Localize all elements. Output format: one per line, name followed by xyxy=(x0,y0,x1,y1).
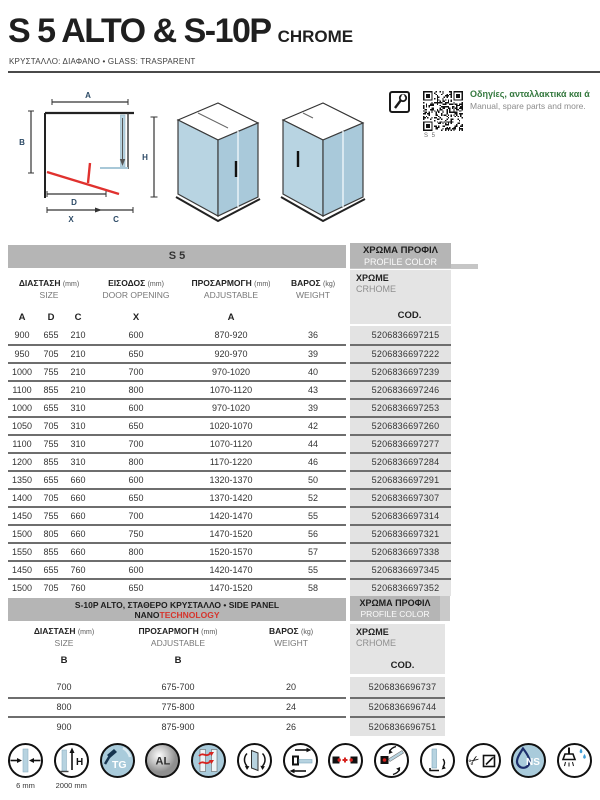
table-cell: 705 xyxy=(43,349,59,359)
table-cell: 760 xyxy=(70,583,86,593)
table-cell: 1450 xyxy=(11,511,33,521)
table-cell: 1000 xyxy=(11,403,33,413)
table-cell: 760 xyxy=(70,565,86,575)
table-cell: 855 xyxy=(43,547,59,557)
chrome-label-gr: ΧΡΩΜΕ xyxy=(356,273,389,283)
table-cell: 40 xyxy=(307,367,318,377)
profile-color-gr-2: ΧΡΩΜΑ ΠΡΟΦΙΛ xyxy=(359,598,431,608)
profile-color-header-2 xyxy=(350,596,440,621)
table-cell: 1520-1570 xyxy=(209,547,253,557)
table-cell: 705 xyxy=(43,421,59,431)
table-row xyxy=(8,524,451,542)
column-header-size: ΔΙΑΣΤΑΣΗ (mm) SIZE xyxy=(18,278,80,300)
glass-height-icon xyxy=(49,742,94,790)
table-cell: 700 xyxy=(128,511,144,521)
table-cell: 800 xyxy=(128,547,144,557)
table-cell: 660 xyxy=(70,529,86,539)
svg-text:NS: NS xyxy=(526,757,541,768)
table-s5-body xyxy=(8,326,451,596)
table-cell: 1500 xyxy=(11,583,33,593)
table-cell: 55 xyxy=(307,565,318,575)
manual-text-gr: Οδηγίες, ανταλλακτικά και ά xyxy=(470,89,590,99)
manual-text-en: Manual, spare parts and more. xyxy=(470,101,586,111)
table-cell: 800 xyxy=(128,457,144,467)
isometric-diagram xyxy=(140,85,390,235)
subheader-b2: B xyxy=(174,655,182,666)
table-row xyxy=(8,398,451,416)
subheader-a: A xyxy=(18,312,26,323)
table-cell: 600 xyxy=(128,475,144,485)
product-code-cell: 5206836697345 xyxy=(350,560,451,578)
chrome-column-header-2 xyxy=(350,624,445,674)
table-cell: 310 xyxy=(70,421,86,431)
table-cell: 1100 xyxy=(12,439,32,449)
table-cell: 800 xyxy=(128,385,144,395)
table-row xyxy=(8,470,451,488)
table-cell: 655 xyxy=(43,565,59,575)
svg-text:✂: ✂ xyxy=(464,751,483,770)
table-cell: 36 xyxy=(307,330,318,340)
table-row xyxy=(8,716,445,736)
table-cell: 52 xyxy=(307,493,318,503)
table-s10p-body xyxy=(8,677,445,736)
profile-color-tab xyxy=(440,596,450,621)
table-cell: 44 xyxy=(307,439,318,449)
icon-label: 2000 mm xyxy=(55,781,87,790)
table-cell: 660 xyxy=(70,511,86,521)
table-cell: 1070-1120 xyxy=(209,439,253,449)
table-row xyxy=(8,697,445,717)
column-header-size-2: ΔΙΑΣΤΑΣΗ (mm) SIZE xyxy=(33,626,95,648)
table-cell: 1420-1470 xyxy=(209,565,253,575)
glass-thickness-icon xyxy=(3,742,48,790)
product-code-cell: 5206836697291 xyxy=(350,470,451,488)
subheader-adjustable-a: A xyxy=(227,312,235,323)
table-s10p-subheaders xyxy=(8,655,236,666)
cod-label: COD. xyxy=(397,310,422,321)
table-cell: 1550 xyxy=(11,547,33,557)
table-cell: 600 xyxy=(128,565,144,575)
in-out-opening-icon xyxy=(278,742,323,790)
table-cell: 660 xyxy=(70,547,86,557)
table-cell: 58 xyxy=(307,583,318,593)
table-cell: 800 xyxy=(56,702,72,713)
table-s10p-title-band xyxy=(8,598,346,621)
table-cell: 39 xyxy=(307,349,318,359)
feature-icons-row xyxy=(3,742,597,790)
manual-text xyxy=(470,89,590,111)
table-cell: 39 xyxy=(307,403,318,413)
product-code-cell: 5206836697215 xyxy=(350,326,451,344)
table-cell: 655 xyxy=(43,403,59,413)
table-cell: 660 xyxy=(70,475,86,485)
table-cell: 900 xyxy=(14,330,30,340)
table-cell: 600 xyxy=(128,403,144,413)
product-code-cell: 5206836697260 xyxy=(350,416,451,434)
table-cell: 1450 xyxy=(11,565,33,575)
table-cell: 675-700 xyxy=(161,681,195,692)
subheader-d: D xyxy=(47,312,55,323)
table-row xyxy=(8,416,451,434)
page-title-main: S 5 ALTO & S-10P xyxy=(8,12,271,50)
table-cell: 56 xyxy=(307,529,318,539)
table-cell: 755 xyxy=(43,367,59,377)
chrome-column-header xyxy=(350,270,451,324)
table-cell: 705 xyxy=(43,583,59,593)
table-cell: 700 xyxy=(56,681,72,692)
product-code-cell: 5206836697246 xyxy=(350,380,451,398)
qr-code xyxy=(423,91,463,131)
table-cell: 950 xyxy=(14,349,30,359)
table-s5-column-headers xyxy=(8,278,346,300)
table-row xyxy=(8,434,451,452)
table-row xyxy=(8,542,451,560)
table-cell: 42 xyxy=(307,421,318,431)
subheader-x: X xyxy=(132,312,140,323)
profile-color-gr: ΧΡΩΜΑ ΠΡΟΦΙΛ xyxy=(362,245,439,256)
product-code-cell: 5206836696744 xyxy=(350,697,445,717)
subheader-c: C xyxy=(74,312,82,323)
profile-color-header xyxy=(350,243,451,268)
dim-label-x: X xyxy=(68,215,74,224)
column-header-adjustable: ΠΡΟΣΑΡΜΟΓΗ (mm) ADJUSTABLE xyxy=(191,278,271,300)
table-cell: 660 xyxy=(70,493,86,503)
table-cell: 210 xyxy=(70,330,86,340)
icon-label: 6 mm xyxy=(16,781,35,790)
table-row xyxy=(8,560,451,578)
profile-color-en-2: PROFILE COLOR xyxy=(360,609,430,619)
table-cell: 870-920 xyxy=(214,330,248,340)
tempered-glass-icon xyxy=(95,742,140,790)
table-row xyxy=(8,344,451,362)
table-cell: 1020-1070 xyxy=(209,421,253,431)
nano-coating-icon xyxy=(506,742,551,790)
product-code-cell: 5206836697352 xyxy=(350,578,451,596)
table-cell: 1500 xyxy=(11,529,33,539)
table-cell: 43 xyxy=(307,385,318,395)
table-row xyxy=(8,677,445,697)
product-code-cell: 5206836696751 xyxy=(350,716,445,736)
table-cell: 55 xyxy=(307,511,318,521)
table-cell: 1320-1370 xyxy=(209,475,253,485)
product-code-cell: 5206836697222 xyxy=(350,344,451,362)
table-cell: 1350 xyxy=(11,475,33,485)
table-s5-title-band: S 5 xyxy=(8,245,346,268)
table-cell: 1070-1120 xyxy=(209,385,253,395)
pivot-opening-icon xyxy=(369,742,414,790)
table-cell: 900 xyxy=(56,721,72,732)
page-title-finish: CHROME xyxy=(277,27,354,46)
product-code-cell: 5206836697338 xyxy=(350,542,451,560)
dim-label-b: B xyxy=(19,138,25,147)
table-cell: 1050 xyxy=(11,421,33,431)
shower-head-icon xyxy=(552,742,597,790)
qr-caption: S 5 xyxy=(424,133,437,139)
table-cell: 650 xyxy=(128,421,144,431)
table-cell: 755 xyxy=(43,511,59,521)
page-subtitle: ΚΡΥΣΤΑΛΛΟ: ΔΙΑΦΑΝΟ • GLASS: TRASPARENT xyxy=(9,57,196,66)
table-cell: 655 xyxy=(43,330,59,340)
table-s10p-column-headers xyxy=(8,626,346,648)
table-cell: 705 xyxy=(43,493,59,503)
table-cell: 20 xyxy=(285,681,296,692)
product-code-cell: 5206836697314 xyxy=(350,506,451,524)
table-cell: 24 xyxy=(285,702,296,713)
cod-label-2: COD. xyxy=(390,660,415,671)
column-header-weight-2: ΒΑΡΟΣ (kg) WEIGHT xyxy=(268,626,314,648)
product-code-cell: 5206836697321 xyxy=(350,524,451,542)
table-cell: 1100 xyxy=(12,385,32,395)
table-cell: 1400 xyxy=(11,493,33,503)
table-s10p-subtitle: NANOTECHNOLOGY xyxy=(134,610,220,620)
table-cell: 970-1020 xyxy=(211,403,251,413)
chrome-label-en: CRHOME xyxy=(356,284,396,294)
table-cell: 700 xyxy=(128,439,144,449)
table-cell: 1200 xyxy=(11,457,33,467)
table-cell: 210 xyxy=(70,367,86,377)
combinable-icon xyxy=(323,742,368,790)
aluminium-profile-icon xyxy=(140,742,185,790)
chrome-label-en-2: CRHOME xyxy=(356,638,396,648)
dim-label-d: D xyxy=(71,198,77,207)
made-to-measure-icon xyxy=(461,742,506,790)
table-cell: 875-900 xyxy=(161,721,195,732)
page-title xyxy=(8,12,353,51)
product-code-cell: 5206836697239 xyxy=(350,362,451,380)
table-row xyxy=(8,488,451,506)
product-code-cell: 5206836697284 xyxy=(350,452,451,470)
table-cell: 655 xyxy=(43,475,59,485)
table-cell: 775-800 xyxy=(161,702,195,713)
table-cell: 750 xyxy=(128,529,144,539)
manual-wrench-icon xyxy=(389,91,410,113)
table-cell: 26 xyxy=(285,721,296,732)
dim-label-h: H xyxy=(142,153,148,162)
table-cell: 650 xyxy=(128,349,144,359)
wall-adjustment-icon xyxy=(186,742,231,790)
product-code-cell: 5206836697277 xyxy=(350,434,451,452)
table-cell: 650 xyxy=(128,583,144,593)
table-cell: 1000 xyxy=(11,367,33,377)
top-view-diagram xyxy=(16,88,151,228)
table-s5-subheaders xyxy=(8,312,280,323)
table-cell: 57 xyxy=(307,547,318,557)
table-row xyxy=(8,578,451,596)
table-cell: 650 xyxy=(128,493,144,503)
table-s10p-title: S-10P ALTO, ΣΤΑΘΕΡΟ ΚΡΥΣΤΑΛΛΟ • SIDE PANEL xyxy=(74,600,280,610)
table-cell: 805 xyxy=(43,529,59,539)
table-cell: 210 xyxy=(70,349,86,359)
column-header-adjustable-2: ΠΡΟΣΑΡΜΟΓΗ (mm) ADJUSTABLE xyxy=(138,626,218,648)
table-row xyxy=(8,452,451,470)
svg-text:TG: TG xyxy=(111,759,127,771)
subheader-b1: B xyxy=(60,655,68,666)
product-code-cell: 5206836697307 xyxy=(350,488,451,506)
table-cell: 700 xyxy=(128,367,144,377)
chrome-label-gr-2: ΧΡΩΜΕ xyxy=(356,627,389,637)
header-divider xyxy=(8,71,600,73)
product-code-cell: 5206836696737 xyxy=(350,677,445,697)
svg-text:H: H xyxy=(75,757,83,768)
table-cell: 310 xyxy=(70,403,86,413)
table-row xyxy=(8,380,451,398)
table-cell: 1470-1520 xyxy=(209,529,253,539)
column-header-door-opening: ΕΙΣΟΔΟΣ (mm) DOOR OPENING xyxy=(102,278,170,300)
table-cell: 310 xyxy=(70,457,86,467)
table-cell: 970-1020 xyxy=(211,367,251,377)
reversible-installation-icon xyxy=(232,742,277,790)
table-cell: 46 xyxy=(307,457,318,467)
svg-text:AL: AL xyxy=(155,755,171,768)
profile-color-en: PROFILE COLOR xyxy=(363,257,437,267)
table-row xyxy=(8,362,451,380)
table-cell: 755 xyxy=(43,439,59,449)
table-cell: 50 xyxy=(307,475,318,485)
dim-label-c: C xyxy=(113,215,119,224)
lift-lower-mechanism-icon xyxy=(415,742,460,790)
table-cell: 1370-1420 xyxy=(209,493,253,503)
table-row xyxy=(8,326,451,344)
table-cell: 600 xyxy=(128,330,144,340)
dim-label-a: A xyxy=(85,91,91,100)
table-cell: 1170-1220 xyxy=(209,457,253,467)
table-cell: 855 xyxy=(43,385,59,395)
table-cell: 1420-1470 xyxy=(209,511,253,521)
table-cell: 920-970 xyxy=(214,349,248,359)
table-row xyxy=(8,506,451,524)
table-cell: 1470-1520 xyxy=(209,583,253,593)
product-code-cell: 5206836697253 xyxy=(350,398,451,416)
table-cell: 210 xyxy=(70,385,86,395)
column-header-weight: ΒΑΡΟΣ (kg) WEIGHT xyxy=(290,278,336,300)
table-cell: 310 xyxy=(70,439,86,449)
table-cell: 855 xyxy=(43,457,59,467)
